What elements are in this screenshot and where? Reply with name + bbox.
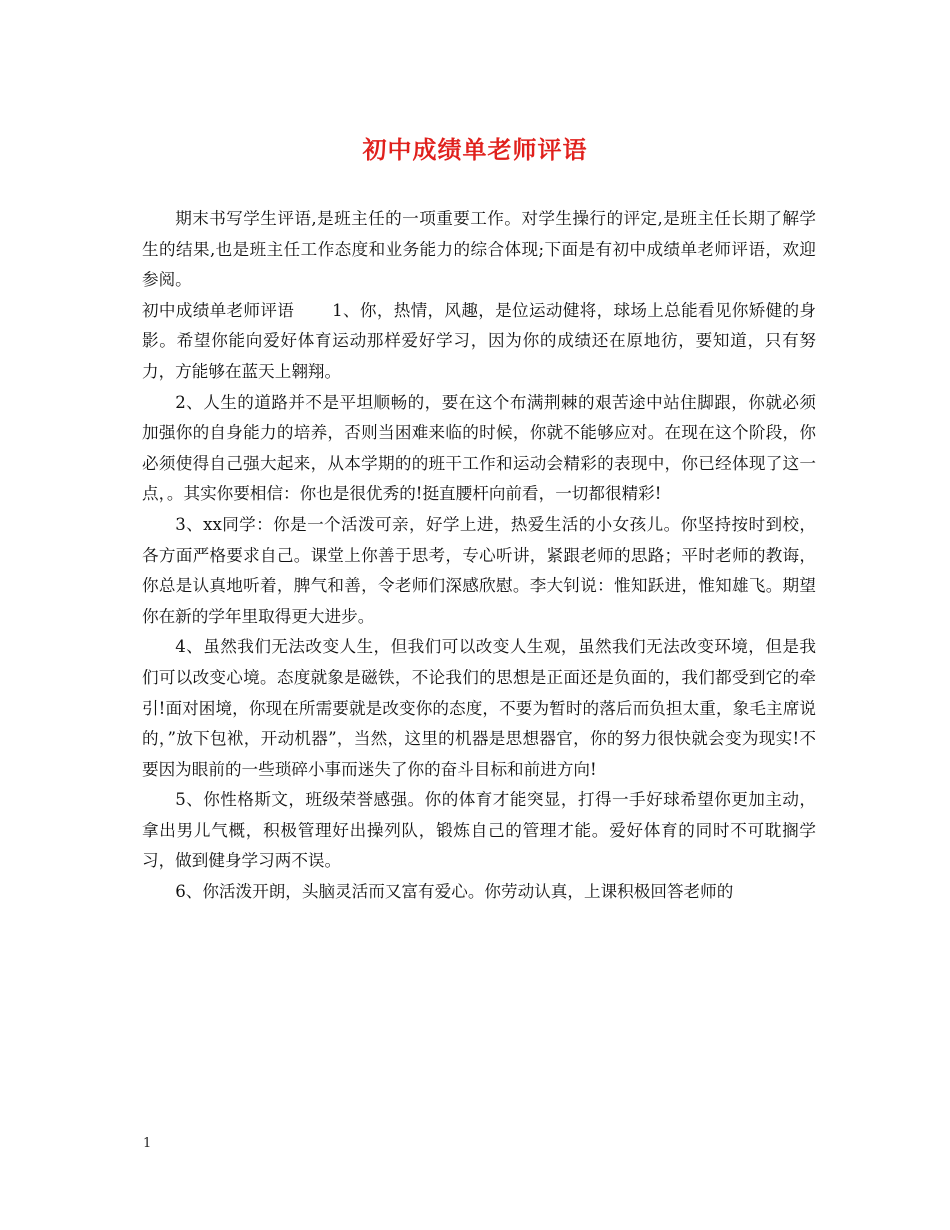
section-heading: 初中成绩单老师评语 xyxy=(142,300,295,320)
item-2-paragraph: 2、人生的道路并不是平坦顺畅的，要在这个布满荆棘的艰苦途中站住脚跟，你就必须加强你的自身能力的培养，否则当困难来临的时候，你就不能够应对。在现在这个阶段，你必须使得自己强大起来，从本学期的的班干工作和运动会精彩的表现中，你已经体现了这一点，。其实你要相信：你也是很优秀的!挺直腰杆向前看，一切都很精彩! xyxy=(142,392,816,504)
item-5-paragraph: 5、你性格斯文，班级荣誉感强。你的体育才能突显，打得一手好球希望你更加主动，拿出男儿气概，积极管理好出操列队，锻炼自己的管理才能。爱好体育的同时不可耽搁学习，做到健身学习两不误。 xyxy=(142,790,816,871)
item-1-text: 1、你，热情，风趣，是位运动健将，球场上总能看见你矫健的身影。希望你能向爱好体育运动那样爱好学习，因为你的成绩还在原地彷，要知道，只有努力，方能够在蓝天上翱翔。 xyxy=(142,300,817,381)
first-item-paragraph xyxy=(142,296,816,388)
page-number: 1 xyxy=(143,1136,152,1151)
item-6-paragraph: 6、你活泼开朗，头脑灵活而又富有爱心。你劳动认真，上课积极回答老师的 xyxy=(175,882,734,902)
item-3-paragraph: 3、xx同学：你是一个活泼可亲，好学上进，热爱生活的小女孩儿。你坚持按时到校，各方面严格要求自己。课堂上你善于思考，专心听讲，紧跟老师的思路；平时老师的教诲，你总是认真地听着，脾气和善，令老师们深感欣慰。李大钊说：惟知跃进，惟知雄飞。期望你在新的学年里取得更大进步。 xyxy=(142,514,816,626)
item-4-paragraph: 4、虽然我们无法改变人生，但我们可以改变人生观，虽然我们无法改变环境，但是我们可以改变心境。态度就象是磁铁，不论我们的思想是正面还是负面的，我们都受到它的牵引!面对困境，你现在所需要就是改变你的态度，不要为暂时的落后而负担太重，象毛主席说的，”放下包袱，开动机器”，当然，这里的机器是思想器官，你的努力很快就会变为现实!不要因为眼前的一些琐碎小事而迷失了你的奋斗目标和前进方向! xyxy=(142,637,816,779)
document-body xyxy=(142,204,816,908)
document-title: 初中成绩单老师评语 xyxy=(362,135,588,164)
intro-paragraph: 期末书写学生评语,是班主任的一项重要工作。对学生操行的评定,是班主任长期了解学生的结果,也是班主任工作态度和业务能力的综合体现;下面是有初中成绩单老师评语，欢迎参阅。 xyxy=(142,209,816,290)
